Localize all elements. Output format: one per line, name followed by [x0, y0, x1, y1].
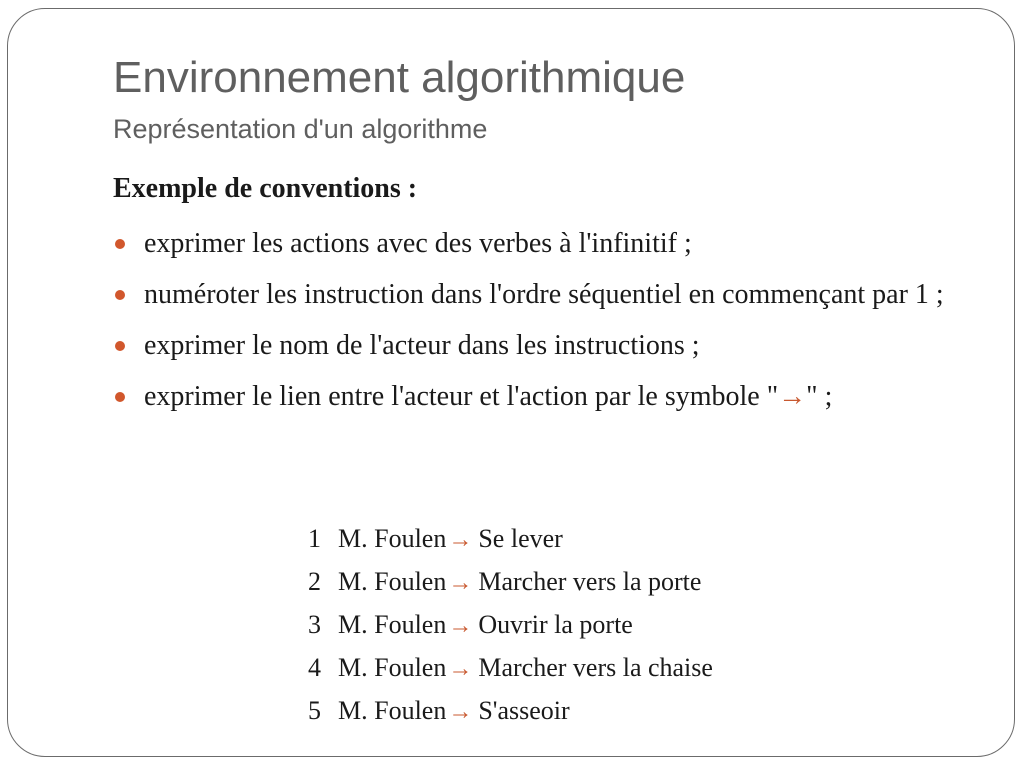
slide-subtitle: Représentation d'un algorithme [113, 114, 488, 144]
bullet-text-before: exprimer le lien entre l'acteur et l'action par le symbole " [144, 381, 779, 412]
instruction-actor: M. Foulen [338, 567, 447, 596]
slide-title: Environnement algorithmique [113, 53, 686, 102]
instruction-actor: M. Foulen [338, 524, 447, 553]
bullet-dot-icon [115, 392, 125, 402]
bullet-list [113, 222, 993, 426]
bullet-dot-icon [115, 239, 125, 249]
instruction-number: 1 [308, 524, 321, 553]
arrow-icon: → [448, 570, 473, 596]
instruction-action: Ouvrir la porte [478, 610, 633, 639]
instruction-row [300, 518, 713, 561]
bullet-item [113, 375, 993, 419]
bullet-dot-icon [115, 341, 125, 351]
instruction-actor: M. Foulen [338, 610, 447, 639]
instruction-row [300, 690, 713, 733]
example-instructions [300, 518, 713, 733]
bullet-item [113, 273, 993, 317]
arrow-icon: → [448, 527, 473, 553]
bullet-text: numéroter les instruction dans l'ordre séquentiel en commençant par 1 ; [144, 279, 944, 310]
instruction-actor: M. Foulen [338, 653, 447, 682]
instruction-row [300, 604, 713, 647]
bullet-text: exprimer le nom de l'acteur dans les instructions ; [144, 330, 700, 361]
instruction-row [300, 647, 713, 690]
instruction-action: Marcher vers la chaise [478, 653, 713, 682]
instruction-number: 3 [308, 610, 321, 639]
arrow-icon: → [448, 656, 473, 682]
instruction-number: 5 [308, 696, 321, 725]
instruction-actor: M. Foulen [338, 696, 447, 725]
instruction-action: Marcher vers la porte [478, 567, 702, 596]
bullet-text-after: " ; [806, 381, 833, 412]
bullet-dot-icon [115, 290, 125, 300]
instruction-number: 2 [308, 567, 321, 596]
instruction-action: Se lever [478, 524, 563, 553]
bullet-item [113, 324, 993, 368]
bullet-item [113, 222, 993, 266]
instruction-number: 4 [308, 653, 321, 682]
arrow-icon: → [778, 381, 807, 412]
bullet-text: exprimer les actions avec des verbes à l'infinitif ; [144, 228, 692, 259]
instruction-action: S'asseoir [478, 696, 570, 725]
arrow-icon: → [448, 613, 473, 639]
section-heading: Exemple de conventions : [113, 173, 418, 204]
arrow-icon: → [448, 699, 473, 725]
instruction-row [300, 561, 713, 604]
